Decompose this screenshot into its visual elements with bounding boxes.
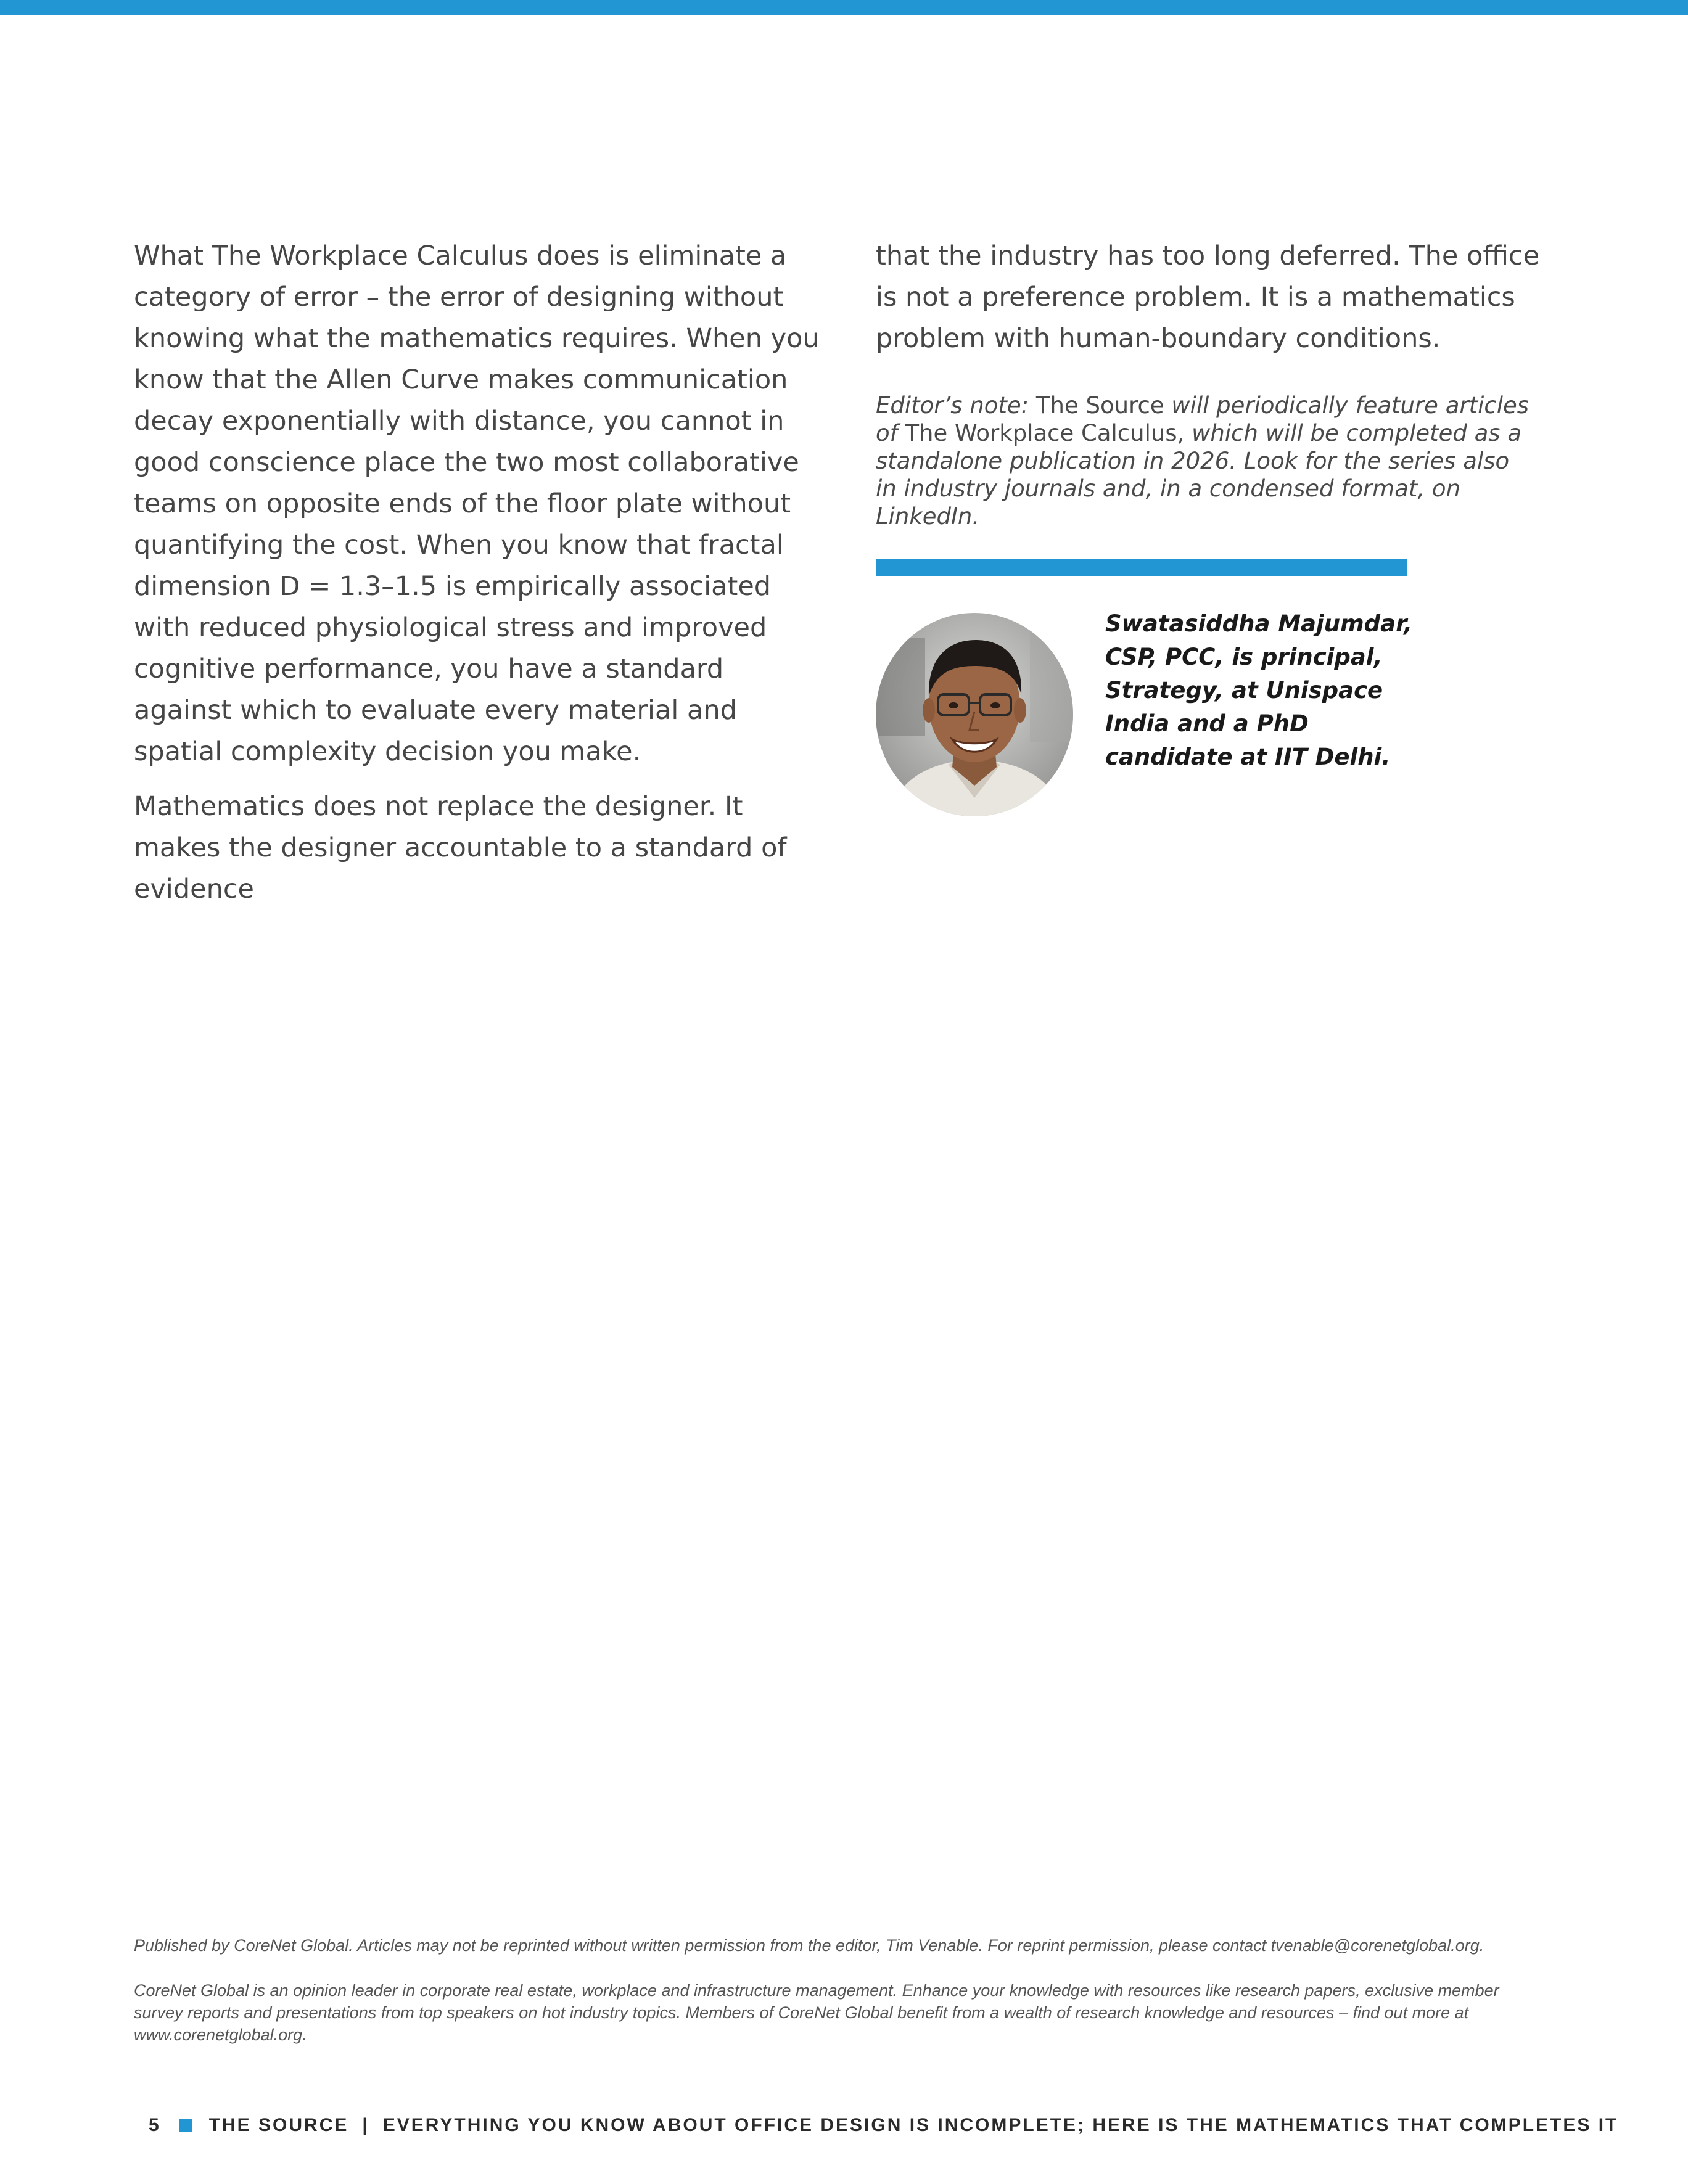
top-accent-bar: [0, 0, 1688, 15]
footer-square-icon: [179, 2119, 192, 2132]
author-avatar: [876, 613, 1073, 816]
editor-note-text: which will be completed as a standalone publication in 2026. Look for the series also in industry journals and, in a condensed format, on LinkedIn.: [876, 420, 1522, 530]
article-paragraph: that the industry has too long deferred. The office is not a preference problem. It is a mathematics problem with human-boundary conditions.: [876, 240, 1540, 354]
editor-note-label: Editor’s note:: [876, 392, 1029, 419]
editor-note: [876, 392, 1529, 530]
article-paragraph: What The Workplace Calculus does is eliminate a category of error – the error of designing without knowing what the mathematics requires. When you know that the Allen Curve makes communication decay exponentially with distance, you cannot in good conscience place the two most collaborative teams on opposite ends of the floor plate without quantifying the cost. When you know that fractal dimension D = 1.3–1.5 is empirically associated with reduced physiological stress and improved cognitive performance, you have a standard against which to evaluate every material and spatial complexity decision you make.: [134, 240, 820, 767]
article-headline: EVERYTHING YOU KNOW ABOUT OFFICE DESIGN IS INCOMPLETE; HERE IS THE MATHEMATICS THAT COMPLETES IT: [382, 2115, 1619, 2135]
editor-note-text: will periodically feature articles of: [876, 392, 1529, 446]
reprint-notice: Published by CoreNet Global. Articles may not be reprinted without written permission from the editor, Tim Venable. For reprint permission, please contact tvenable@corenetglobal.org.: [134, 1936, 1484, 1955]
article-right-column: [876, 236, 1560, 359]
author-bio: Swatasiddha Majumdar, CSP, PCC, is principal, Strategy, at Unispace India and a PhD candidate at IIT Delhi.: [1105, 610, 1413, 770]
article-left-column: [134, 236, 828, 910]
page-number: 5: [149, 2115, 161, 2135]
publisher-description: CoreNet Global is an opinion leader in corporate real estate, workplace and infrastructure management. Enhance your knowledge with resources like research papers, exclusive member survey reports and presentations from top speakers on hot industry topics. Members of CoreNet Global benefit from a wealth of research knowledge and resources – find out more at www.corenetglobal.org.: [134, 1981, 1499, 2044]
page-footer: [149, 2113, 1618, 2138]
publication-name: The Source: [1035, 392, 1164, 419]
footer-separator: |: [362, 2115, 369, 2135]
author-portrait-icon: [876, 613, 1073, 816]
section-divider-bar: [876, 559, 1407, 576]
article-paragraph: Mathematics does not replace the designer. It makes the designer accountable to a standard of evidence: [134, 791, 787, 905]
series-name: The Workplace Calculus,: [905, 420, 1185, 446]
publication-name: THE SOURCE: [208, 2115, 349, 2135]
